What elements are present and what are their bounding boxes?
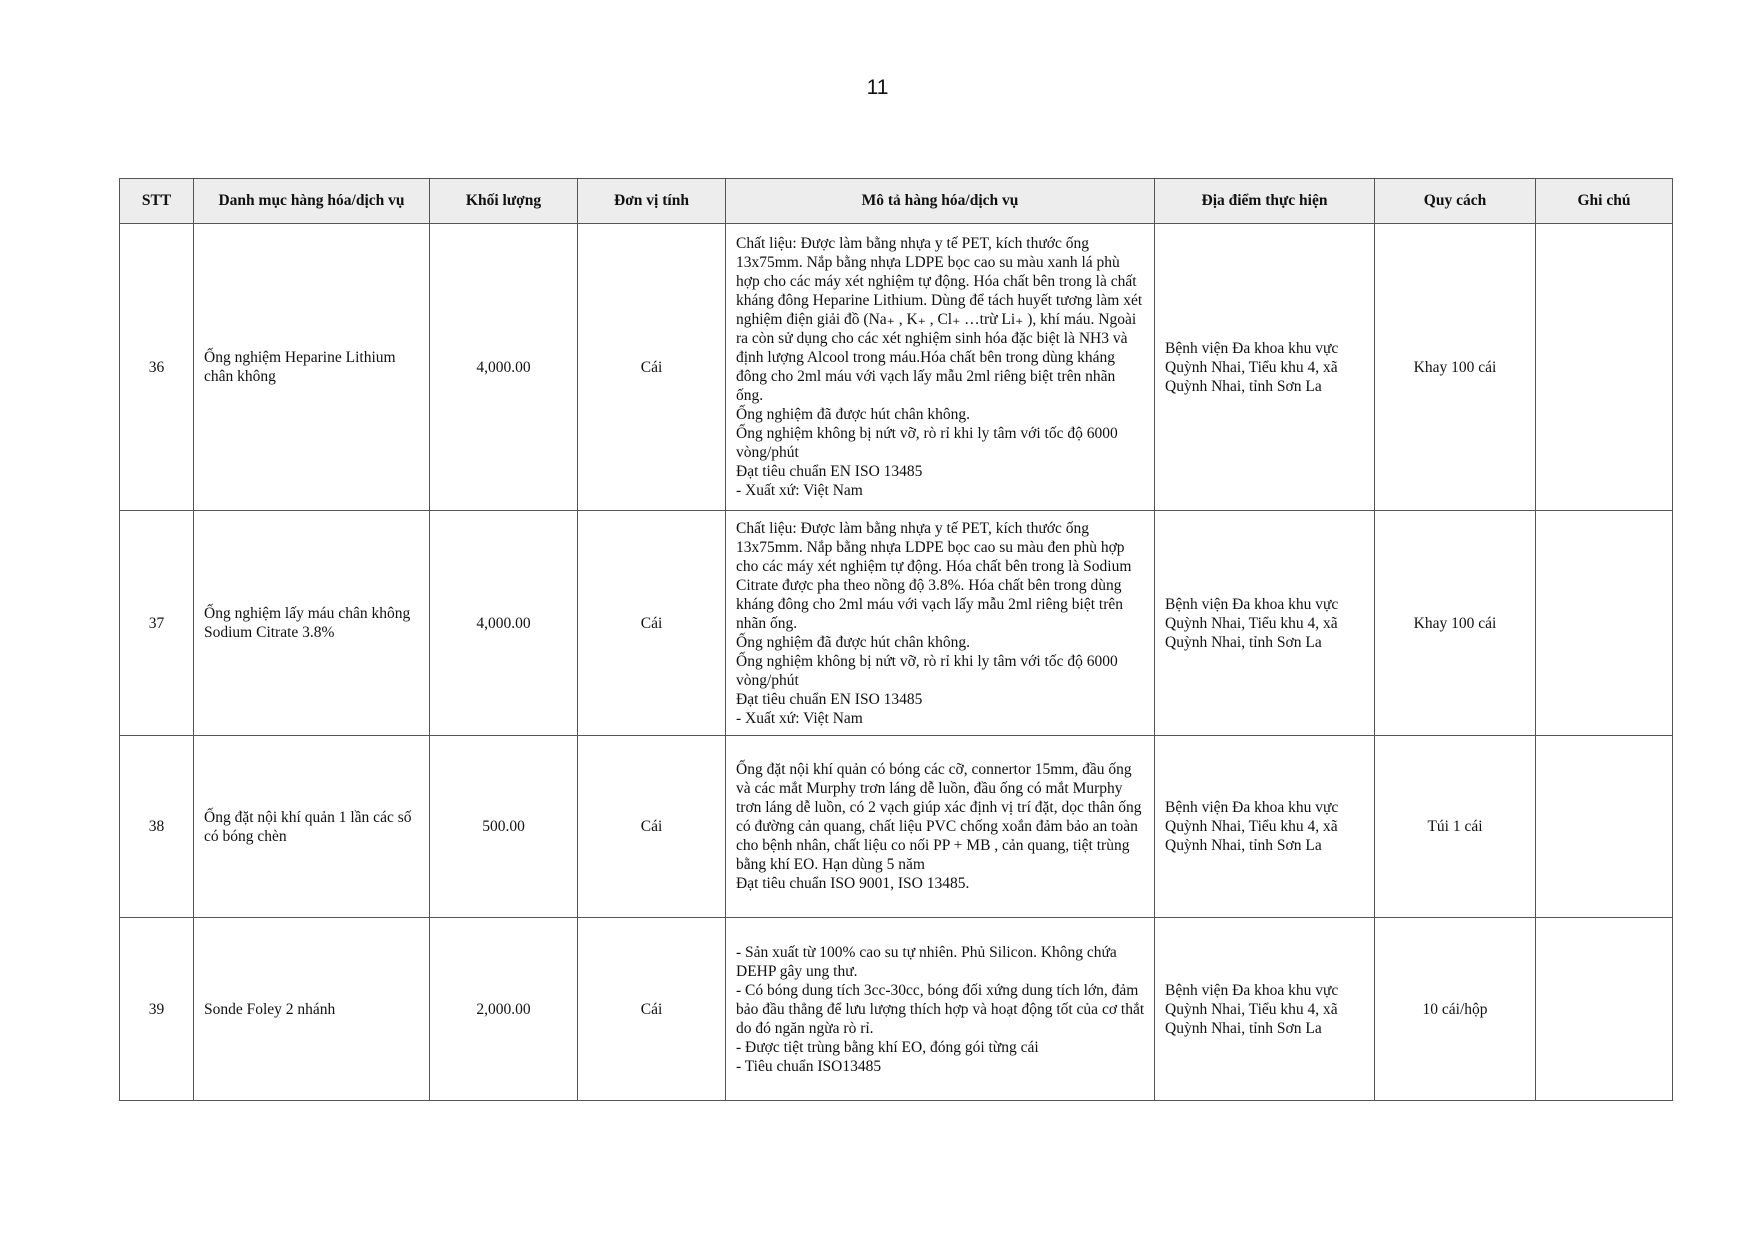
cell-category: Ống nghiệm Heparine Lithium chân không — [194, 224, 430, 511]
cell-spec: Túi 1 cái — [1375, 736, 1536, 918]
cell-unit: Cái — [578, 918, 726, 1101]
cell-note — [1536, 736, 1673, 918]
cell-description: Chất liệu: Được làm bằng nhựa y tế PET, kích thước ống 13x75mm. Nắp bằng nhựa LDPE bọc cao su màu xanh lá phù hợp cho các máy xét nghiệm tự động. Hóa chất bên trong là chất kháng đông Heparine Lithium. Dùng để tách huyết tương làm xét nghiệm điện giải đồ (Na₊ , K₊ , Cl₊ …trừ Li₊ ), khí máu. Ngoài ra còn sử dụng cho các xét nghiệm sinh hóa đặc biệt là NH3 và định lượng Alcool trong máu.Hóa chất bên trong dùng kháng đông cho 2ml máu với vạch lấy mẫu 2ml riêng biệt trên nhãn ống. Ống nghiệm đã được hút chân không. Ống nghiệm không bị nứt vỡ, rò rỉ khi ly tâm với tốc độ 6000 vòng/phút Đạt tiêu chuẩn EN ISO 13485 - Xuất xứ: Việt Nam — [726, 224, 1155, 511]
cell-stt: 38 — [120, 736, 194, 918]
cell-description: Ống đặt nội khí quản có bóng các cỡ, connertor 15mm, đầu ống và các mắt Murphy trơn láng dễ luồn, đầu ống có mắt Murphy trơn láng dễ luồn, có 2 vạch giúp xác định vị trí đặt, dọc thân ống có đường cản quang, chất liệu PVC chống xoắn đảm bảo an toàn cho bệnh nhân, chất liệu co nối PP + MB , cản quang, tiệt trùng bằng khí EO. Hạn dùng 5 năm Đạt tiêu chuẩn ISO 9001, ISO 13485. — [726, 736, 1155, 918]
header-stt: STT — [120, 179, 194, 224]
cell-unit: Cái — [578, 224, 726, 511]
cell-quantity: 2,000.00 — [430, 918, 578, 1101]
header-note: Ghi chú — [1536, 179, 1673, 224]
cell-spec: Khay 100 cái — [1375, 511, 1536, 736]
cell-stt: 39 — [120, 918, 194, 1101]
cell-location: Bệnh viện Đa khoa khu vực Quỳnh Nhai, Tiểu khu 4, xã Quỳnh Nhai, tỉnh Sơn La — [1155, 224, 1375, 511]
cell-quantity: 500.00 — [430, 736, 578, 918]
cell-note — [1536, 918, 1673, 1101]
goods-table — [119, 178, 1673, 1101]
table-row — [120, 918, 1673, 1101]
table-row — [120, 736, 1673, 918]
cell-unit: Cái — [578, 511, 726, 736]
cell-category: Ống đặt nội khí quản 1 lần các số có bóng chèn — [194, 736, 430, 918]
header-spec: Quy cách — [1375, 179, 1536, 224]
cell-category: Ống nghiệm lấy máu chân không Sodium Citrate 3.8% — [194, 511, 430, 736]
table-header-row — [120, 179, 1673, 224]
cell-location: Bệnh viện Đa khoa khu vực Quỳnh Nhai, Tiểu khu 4, xã Quỳnh Nhai, tỉnh Sơn La — [1155, 736, 1375, 918]
cell-spec: Khay 100 cái — [1375, 224, 1536, 511]
cell-location: Bệnh viện Đa khoa khu vực Quỳnh Nhai, Tiểu khu 4, xã Quỳnh Nhai, tỉnh Sơn La — [1155, 918, 1375, 1101]
cell-note — [1536, 224, 1673, 511]
cell-stt: 37 — [120, 511, 194, 736]
table-row — [120, 511, 1673, 736]
cell-category: Sonde Foley 2 nhánh — [194, 918, 430, 1101]
header-description: Mô tả hàng hóa/dịch vụ — [726, 179, 1155, 224]
header-location: Địa điểm thực hiện — [1155, 179, 1375, 224]
header-quantity: Khối lượng — [430, 179, 578, 224]
cell-description: Chất liệu: Được làm bằng nhựa y tế PET, kích thước ống 13x75mm. Nắp bằng nhựa LDPE bọc cao su màu đen phù hợp cho các máy xét nghiệm tự động. Hóa chất bên trong là Sodium Citrate được pha theo nồng độ 3.8%. Hóa chất bên trong dùng kháng đông cho 2ml máu với vạch lấy mẫu 2ml riêng biệt trên nhãn ống. Ống nghiệm đã được hút chân không. Ống nghiệm không bị nứt vỡ, rò rỉ khi ly tâm với tốc độ 6000 vòng/phút Đạt tiêu chuẩn EN ISO 13485 - Xuất xứ: Việt Nam — [726, 511, 1155, 736]
cell-quantity: 4,000.00 — [430, 511, 578, 736]
cell-quantity: 4,000.00 — [430, 224, 578, 511]
header-category: Danh mục hàng hóa/dịch vụ — [194, 179, 430, 224]
cell-note — [1536, 511, 1673, 736]
table-row — [120, 224, 1673, 511]
cell-stt: 36 — [120, 224, 194, 511]
cell-description: - Sản xuất từ 100% cao su tự nhiên. Phủ Silicon. Không chứa DEHP gây ung thư. - Có bóng dung tích 3cc-30cc, bóng đối xứng dung tích lớn, đảm bảo đầu thẳng để lưu lượng thích hợp và hoạt động tốt của cơ thắt do đó ngăn ngừa rò rỉ. - Được tiệt trùng bằng khí EO, đóng gói từng cái - Tiêu chuẩn ISO13485 — [726, 918, 1155, 1101]
cell-location: Bệnh viện Đa khoa khu vực Quỳnh Nhai, Tiểu khu 4, xã Quỳnh Nhai, tỉnh Sơn La — [1155, 511, 1375, 736]
header-unit: Đơn vị tính — [578, 179, 726, 224]
cell-spec: 10 cái/hộp — [1375, 918, 1536, 1101]
page-number: 11 — [866, 76, 889, 99]
cell-unit: Cái — [578, 736, 726, 918]
